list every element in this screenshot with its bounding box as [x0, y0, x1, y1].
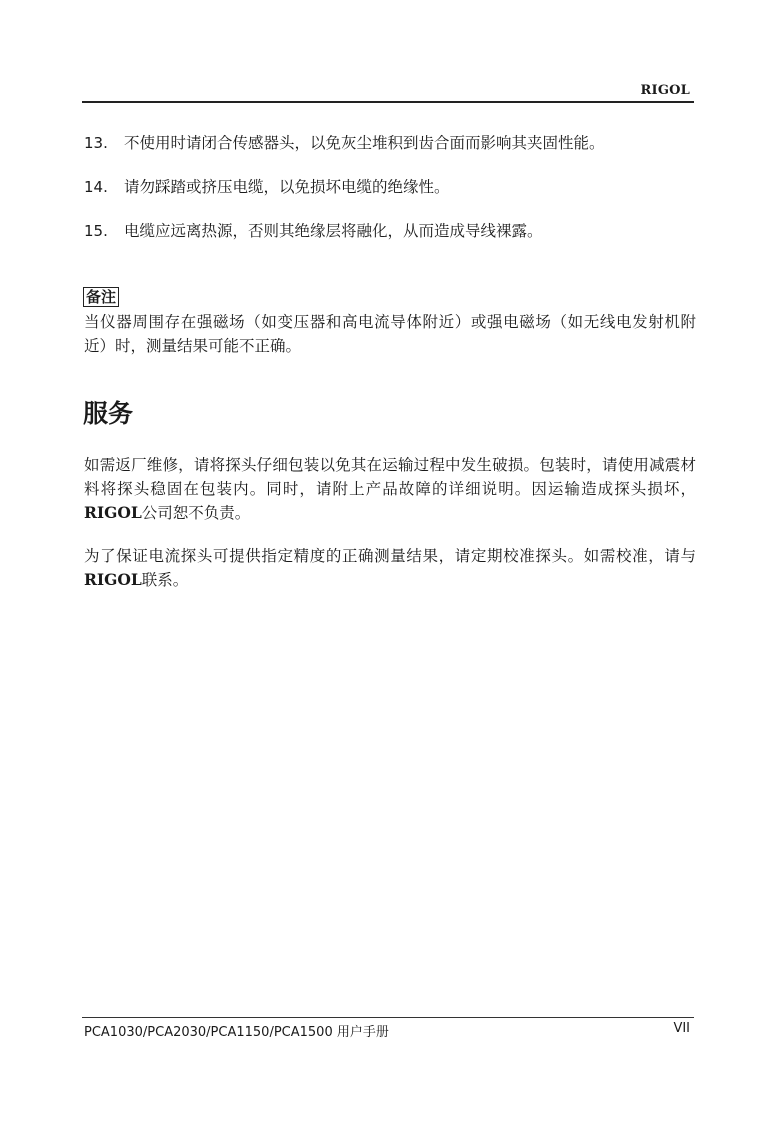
section-title-service: 服务: [83, 399, 134, 428]
note-text: 当仪器周围存在强磁场（如变压器和高电流导体附近）或强电磁场（如无线电发射机附近）时，测量结果可能不正确。: [84, 313, 696, 355]
list-number: 15.: [84, 222, 108, 240]
list-text: 电缆应远离热源，否则其绝缘层将融化，从而造成导线裸露。: [124, 222, 543, 240]
brand-name-inline: RIGOL: [84, 503, 142, 522]
list-number: 14.: [84, 178, 108, 196]
service-para1-tail: 公司恕不负责。: [141, 504, 251, 522]
footer-rule: [82, 1017, 694, 1018]
note-title: 备注: [83, 287, 119, 307]
header-rule: [82, 101, 694, 103]
service-paragraph-2: [84, 544, 696, 592]
list-number: 13.: [84, 134, 108, 152]
footer-manual-title: PCA1030/PCA2030/PCA1150/PCA1500 用户手册: [84, 1025, 389, 1040]
list-item-15: [84, 219, 696, 243]
list-item-13: [84, 131, 696, 155]
footer-page-number: VII: [673, 1021, 690, 1036]
service-para1-text: 如需返厂维修，请将探头仔细包装以免其在运输过程中发生破损。包装时，请使用减震材料将探头稳固在包装内。同时，请附上产品故障的详细说明。因运输造成探头损坏，: [84, 456, 696, 498]
list-text: 不使用时请闭合传感器头，以免灰尘堆积到齿合面而影响其夹固性能。: [124, 134, 605, 152]
service-para2-text: 为了保证电流探头可提供指定精度的正确测量结果，请定期校准探头。如需校准，请与: [84, 547, 696, 565]
list-item-14: [84, 175, 696, 199]
brand-name-inline: RIGOL: [84, 570, 142, 589]
service-paragraph-1: [84, 453, 696, 525]
service-para2-tail: 联系。: [141, 571, 189, 589]
header-brand-logo: RIGOL: [640, 83, 690, 98]
list-text: 请勿踩踏或挤压电缆，以免损坏电缆的绝缘性。: [124, 178, 450, 196]
